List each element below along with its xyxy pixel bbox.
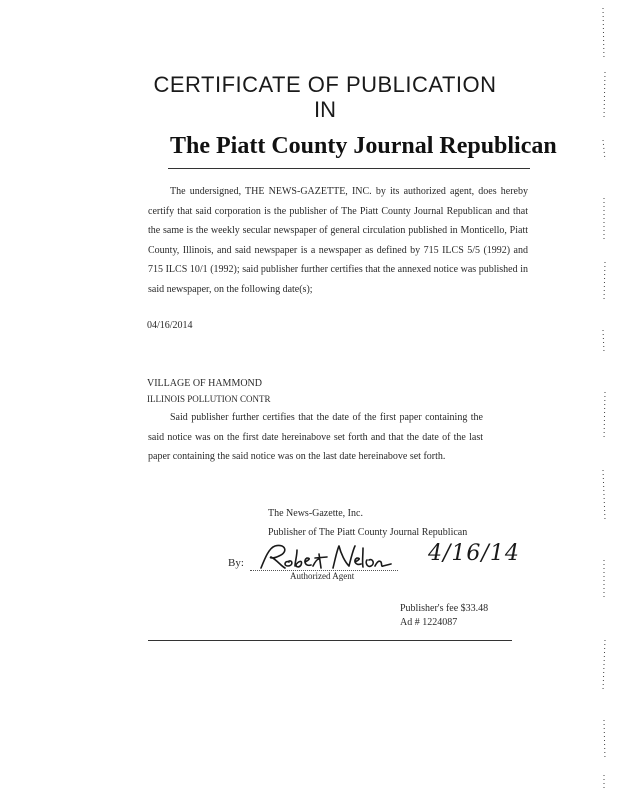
publishers-fee: Publisher's fee $33.48 (400, 603, 489, 614)
publication-date: 04/16/2014 (147, 320, 193, 331)
notice-title-line1: VILLAGE OF HAMMOND (147, 378, 262, 389)
authorized-agent-label: Authorized Agent (290, 571, 355, 581)
certification-paragraph: The undersigned, THE NEWS-GAZETTE, INC. by its authorized agent, does hereby certify that said corporation is the publisher of The Piatt County Journal Republican and that the same is the weekly secular newspaper of general circulation published in Monticello, Piatt County, Illinois, and said newspaper is a newspaper as defined by 715 ILCS 5/5 (1992) and 715 ILCS 10/1 (1992); said publisher further certifies that the annexed notice was published in said newspaper, on the following date(s); (148, 186, 528, 295)
handwritten-date: 4/16/14 (428, 541, 520, 566)
first-last-date-paragraph: Said publisher further certifies that the date of the first paper containing the said notice was on the first date hereinabove set forth and that the date of the last paper containing the said notice was on the last date hereinabove set forth. (148, 412, 483, 462)
certificate-title: CERTIFICATE OF PUBLICATION (153, 72, 497, 97)
by-label: By: (228, 557, 244, 569)
notice-title-line2: ILLINOIS POLLUTION CONTR (147, 394, 271, 404)
publisher-line: Publisher of The Piatt County Journal Republican (268, 527, 468, 538)
ad-number: Ad # 1224087 (400, 617, 458, 628)
company-name: The News-Gazette, Inc. (268, 508, 363, 519)
top-divider (168, 168, 530, 169)
bottom-divider (148, 640, 512, 641)
scan-edge-artifact (599, 0, 611, 800)
certificate-title-in: IN (314, 97, 336, 122)
newspaper-name: The Piatt County Journal Republican (170, 133, 557, 159)
signature-image (255, 540, 395, 574)
